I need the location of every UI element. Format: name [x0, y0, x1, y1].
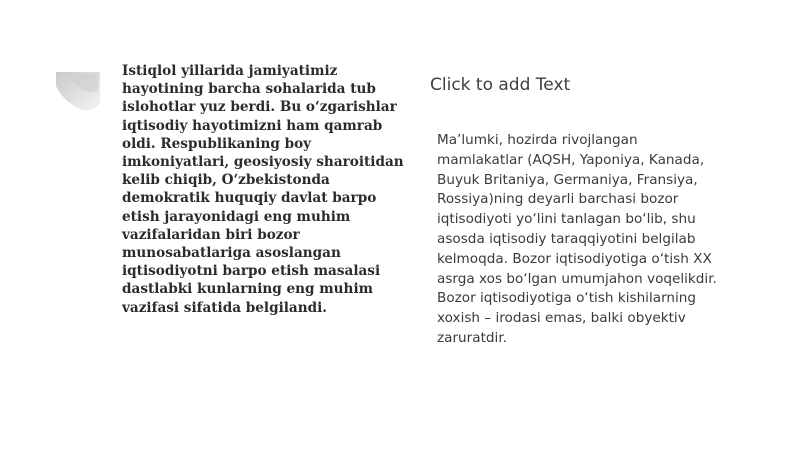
right-text-box[interactable]: Ma’lumki, hozirda rivojlangan mamlakatlar (AQSH, Yaponiya, Kanada, Buyuk Britaniya, Germaniya, Fransiya, Rossiya)ning deyarli barchasi bozor iqtisodiyoti yo‘lini tanlagan bo‘lib, shu asosda iqtisodiy taraqqiyotini belgilab kelmoqda. Bozor iqtisodiyotiga o‘tish XX asrga xos bo‘lgan umumjahon voqelikdir. Bozor iqtisodiyotiga o‘tish kishilarning xoxish – irodasi emas, balki obyektiv zaruratdir. [437, 132, 717, 346]
add-text-placeholder[interactable]: Click to add Text [430, 75, 571, 95]
decorative-image [54, 70, 100, 112]
left-text-box[interactable]: Istiqlol yillarida jamiyatimiz hayotining barcha sohalarida tub islohotlar yuz berdi. Bu o‘zgarishlar iqtisodiy hayotimizni ham qamrab oldi. Respublikaning boy imkoniyatlari, geosiyosiy sharoitidan kelib chiqib, O‘zbekistonda demokratik huquqiy davlat barpo etish jarayonidagi eng muhim vazifalaridan biri bozor munosabatlariga asoslangan iqtisodiyotni barpo etish masalasi dastlabki kunlarning eng muhim vazifasi sifatida belgilandi. [122, 63, 404, 316]
